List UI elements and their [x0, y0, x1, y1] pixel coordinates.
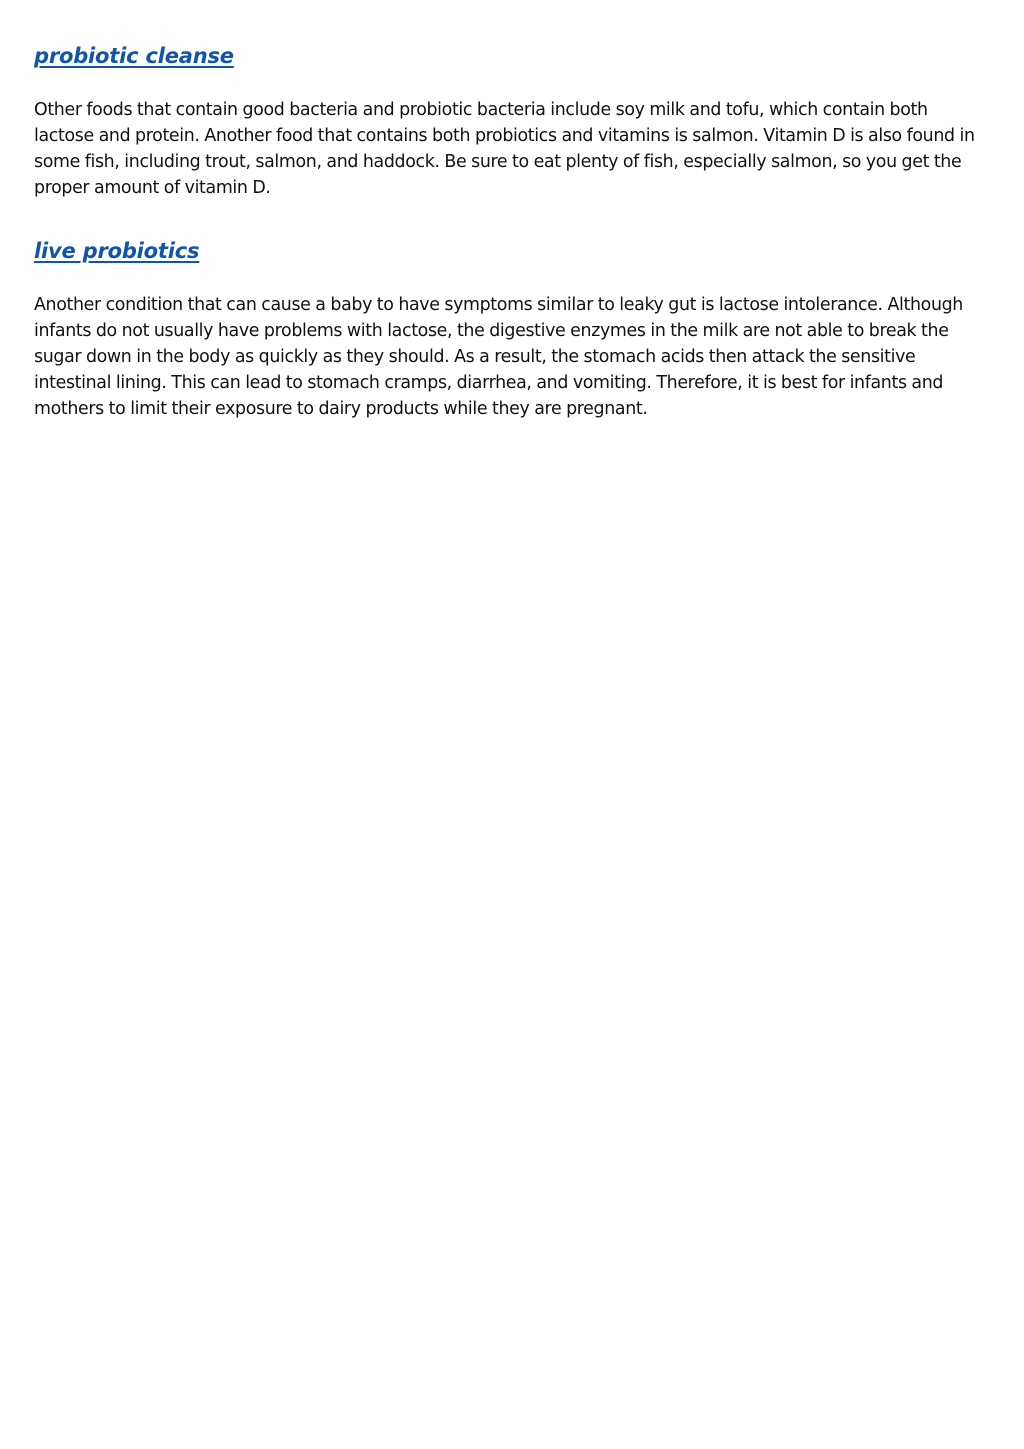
section-body-paragraph: Another condition that can cause a baby to have symptoms similar to leaky gut is lactose intolerance. Although infants do not usually have problems with lactose, the digestive enzymes in the milk are not able to break the sugar down in the body as quickly as they should. As a result, the stomach acids then attack the sensitive intestinal lining. This can lead to stomach cramps, diarrhea, and vomiting. Therefore, it is best for infants and mothers to limit their exposure to dairy products while they are pregnant. — [34, 295, 963, 419]
section-body-paragraph: Other foods that contain good bacteria and probiotic bacteria include soy milk and tofu, which contain both lactose and protein. Another food that contains both probiotics and vitamins is salmon. Vitamin D is also found in some fish, including trout, salmon, and haddock. Be sure to eat plenty of fish, especially salmon, so you get the proper amount of vitamin D. — [34, 100, 975, 198]
section-heading — [34, 235, 990, 267]
heading-link-live-probiotics[interactable]: live probiotics — [34, 239, 200, 263]
section-probiotic-cleanse — [34, 40, 990, 201]
section-heading — [34, 40, 990, 72]
heading-link-probiotic-cleanse[interactable]: probiotic cleanse — [34, 44, 234, 68]
section-live-probiotics — [34, 235, 990, 422]
